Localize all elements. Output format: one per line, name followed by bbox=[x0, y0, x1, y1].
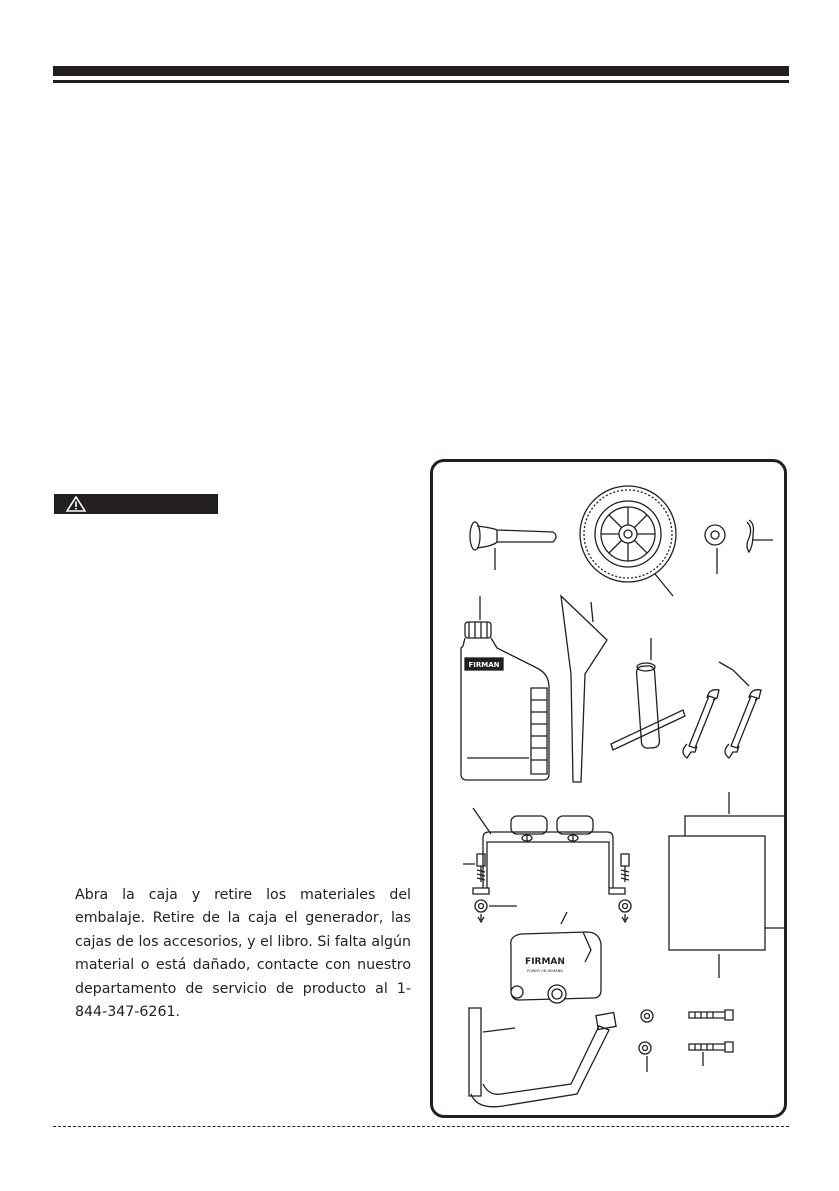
spark-plug-wrench bbox=[611, 638, 685, 750]
header-rule bbox=[53, 80, 789, 83]
wheel bbox=[580, 486, 676, 596]
svg-text:FIRMAN: FIRMAN bbox=[468, 661, 500, 669]
generator-cover bbox=[511, 912, 601, 1003]
bolts bbox=[463, 854, 629, 882]
washer bbox=[705, 525, 725, 574]
warning-triangle-icon bbox=[66, 496, 86, 512]
flange-nuts bbox=[475, 900, 631, 922]
footer-rule bbox=[53, 1126, 789, 1127]
manuals bbox=[669, 792, 784, 978]
cotter-pin bbox=[747, 520, 773, 552]
long-bolts bbox=[689, 1010, 733, 1066]
parts-illustration-panel bbox=[430, 459, 787, 1118]
oil-bottle bbox=[461, 596, 549, 780]
header-bar bbox=[53, 66, 789, 76]
unpacking-instructions: Abra la caja y retire los materiales del embalaje. Retire de la caja el generador, las cajas de los accesorios, y el libro. Si falta algún material o está dañado, contacte con nuestro departamento de servicio de producto al 1-844-347-6261. bbox=[75, 887, 411, 1021]
open-end-wrenches bbox=[683, 662, 761, 758]
svg-text:FIRMAN: FIRMAN bbox=[525, 957, 565, 967]
support-leg-bracket bbox=[473, 808, 625, 894]
nuts bbox=[639, 1010, 653, 1072]
warning-badge bbox=[54, 494, 218, 514]
oil-funnel bbox=[561, 596, 607, 782]
svg-text:POWER ON DEMAND: POWER ON DEMAND bbox=[526, 969, 564, 973]
handle bbox=[469, 1008, 616, 1107]
axle-pin bbox=[470, 522, 556, 570]
